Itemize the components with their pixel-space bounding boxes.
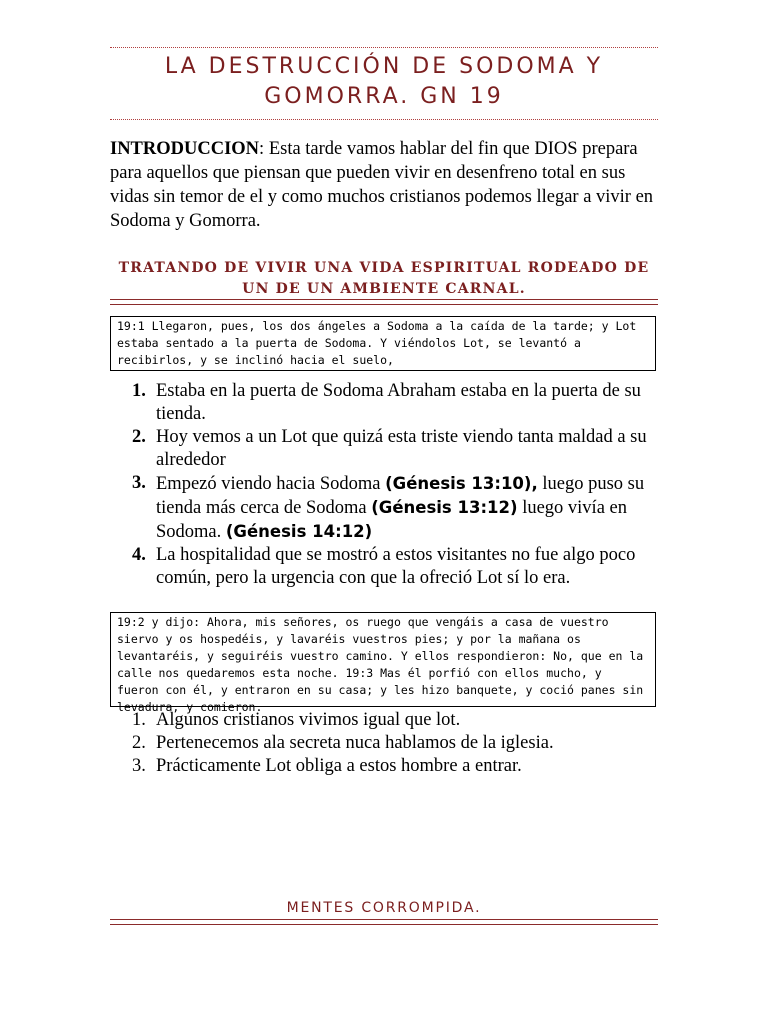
title-bottom-dotted-rule xyxy=(110,119,658,120)
intro-label: INTRODUCCION xyxy=(110,139,260,159)
list-item-text: Estaba en la puerta de Sodoma Abraham estaba en la puerta de su tienda. xyxy=(156,381,641,424)
numbered-list-lot-points xyxy=(132,380,656,590)
scripture-reference: (Génesis 14:12) xyxy=(225,522,373,541)
list-item-number: 2. xyxy=(132,733,146,753)
list-item-number: 1. xyxy=(132,710,146,730)
list-item-text: Prácticamente Lot obliga a estos hombre a entrar. xyxy=(156,756,522,776)
list-item-text: luego puso su tienda más cerca de Sodoma xyxy=(156,474,645,518)
list-item-number: 1. xyxy=(132,381,146,401)
scripture-reference: (Génesis 13:12) xyxy=(371,498,518,517)
list-item-number: 4. xyxy=(132,545,146,565)
list-item-text: La hospitalidad que se mostró a estos visitantes no fue algo poco común, pero la urgencia con que la ofreció Lot sí lo era. xyxy=(156,545,636,588)
list-item-number: 3. xyxy=(132,473,146,493)
document-title xyxy=(110,52,658,112)
verse-box-19-2-3: 19:2 y dijo: Ahora, mis señores, os ruego que vengáis a casa de vuestro siervo y os hospedéis, y lavaréis vuestros pies; y por la mañana os levantaréis, y seguiréis vuestro camino. Y ellos respondieron: No, que en la calle nos quedaremos esta noche. 19:3 Mas él porfió con ellos mucho, y fueron con él, y entraron en su casa; y les hizo banquete, y coció panes sin levadura, y comieron. xyxy=(110,612,656,707)
title-line-2: GOMORRA. GN 19 xyxy=(264,84,504,109)
section-heading-double-rule xyxy=(110,299,658,305)
list-item-text: Hoy vemos a un Lot que quizá esta triste viendo tanta maldad a su alrededor xyxy=(156,427,647,470)
list-item-number: 2. xyxy=(132,427,146,447)
numbered-list-christians xyxy=(132,709,656,778)
list-item-text: Algunos cristianos vivimos igual que lot. xyxy=(156,710,461,730)
intro-separator: : xyxy=(259,139,269,159)
title-line-1: LA DESTRUCCIÓN DE SODOMA Y xyxy=(164,54,604,79)
list-item xyxy=(132,732,656,755)
list-item xyxy=(132,472,656,544)
list-item-text: Empezó viendo hacia Sodoma xyxy=(156,474,386,494)
top-dotted-rule xyxy=(110,47,658,48)
list-item xyxy=(132,709,656,732)
list-item-text: Pertenecemos ala secreta nuca hablamos de la iglesia. xyxy=(156,733,554,753)
verse-box-19-1: 19:1 Llegaron, pues, los dos ángeles a Sodoma a la caída de la tarde; y Lot estaba sentado a la puerta de Sodoma. Y viéndolos Lot, se levantó a recibirlos, y se inclinó hacia el suelo, xyxy=(110,316,656,371)
intro-paragraph xyxy=(110,137,658,233)
list-item-text: luego vivía en Sodoma. xyxy=(156,498,627,542)
section-heading-spiritual-life xyxy=(110,258,658,300)
list-item xyxy=(132,544,656,590)
list-item-number: 3. xyxy=(132,756,146,776)
section-heading-double-rule xyxy=(110,919,658,925)
section-heading-corrupt-minds: MENTES CORROMPIDA. xyxy=(286,900,482,916)
list-item xyxy=(132,426,656,472)
list-item xyxy=(132,380,656,426)
intro-text: Esta tarde vamos hablar del fin que DIOS prepara para aquellos que piensan que pueden vivir en desenfreno total en sus vidas sin temor de el y como muchos cristianos podemos llegar a vivir en Sodoma y Gomorra. xyxy=(110,139,654,231)
section-heading-line-1: TRATANDO DE VIVIR UNA VIDA ESPIRITUAL RODEADO DE xyxy=(118,260,650,276)
section-heading-line-2: UN DE UN AMBIENTE CARNAL. xyxy=(242,281,526,297)
list-item xyxy=(132,755,656,778)
scripture-reference: (Génesis 13:10), xyxy=(385,474,538,493)
